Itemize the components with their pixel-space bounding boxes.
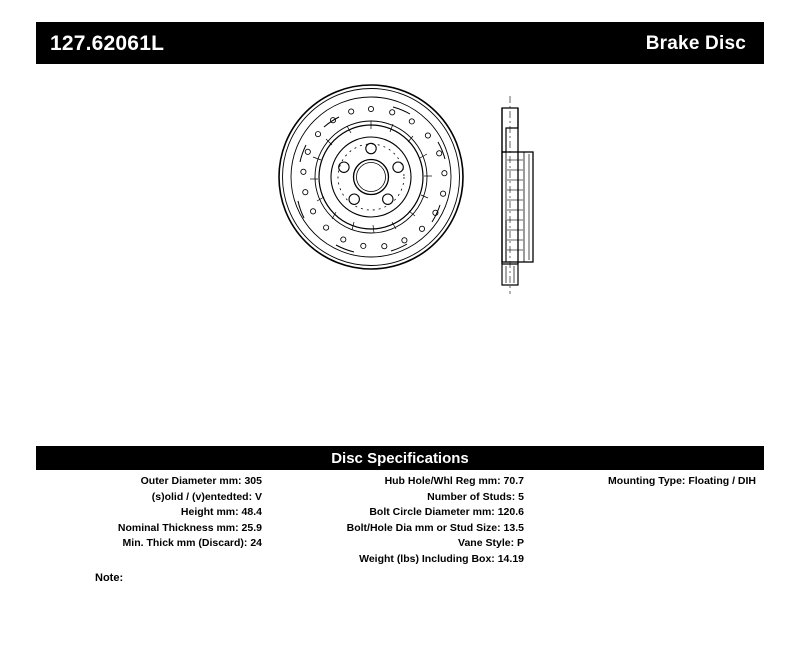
rotor-face-view: [279, 85, 463, 269]
spec-item: Bolt/Hole Dia mm or Stud Size: 13.5: [346, 521, 524, 534]
spec-item: Hub Hole/Whl Reg mm: 70.7: [384, 475, 524, 487]
spec-item: Vane Style: P: [458, 537, 524, 549]
specs-table: [36, 474, 764, 567]
rotor-drawing-svg: [36, 70, 764, 430]
spec-item: (s)olid / (v)entedted: V: [151, 490, 262, 503]
rotor-edge-view: [502, 96, 533, 294]
note-label: Note:: [95, 572, 124, 584]
specs-title-bar: [36, 446, 764, 470]
specs-title: Disc Specifications: [331, 449, 469, 467]
header-bar: [36, 22, 764, 64]
specs-column-left: [36, 474, 268, 552]
specs-column-right: [530, 474, 764, 490]
product-type: Brake Disc: [645, 32, 746, 54]
specs-column-middle: [268, 474, 530, 567]
spec-item: Nominal Thickness mm: 25.9: [117, 521, 262, 534]
spec-item: Min. Thick mm (Discard): 24: [122, 537, 262, 549]
spec-item: Mounting Type: Floating / DIH: [608, 475, 756, 487]
rotor-drawing: [36, 70, 764, 430]
spec-item: Outer Diameter mm: 305: [140, 475, 262, 487]
spec-item: Bolt Circle Diameter mm: 120.6: [369, 506, 524, 518]
spec-item: Height mm: 48.4: [180, 506, 262, 518]
part-number: 127.62061L: [50, 31, 165, 55]
spec-item: Weight (lbs) Including Box: 14.19: [359, 552, 524, 565]
spec-item: Number of Studs: 5: [427, 490, 524, 503]
